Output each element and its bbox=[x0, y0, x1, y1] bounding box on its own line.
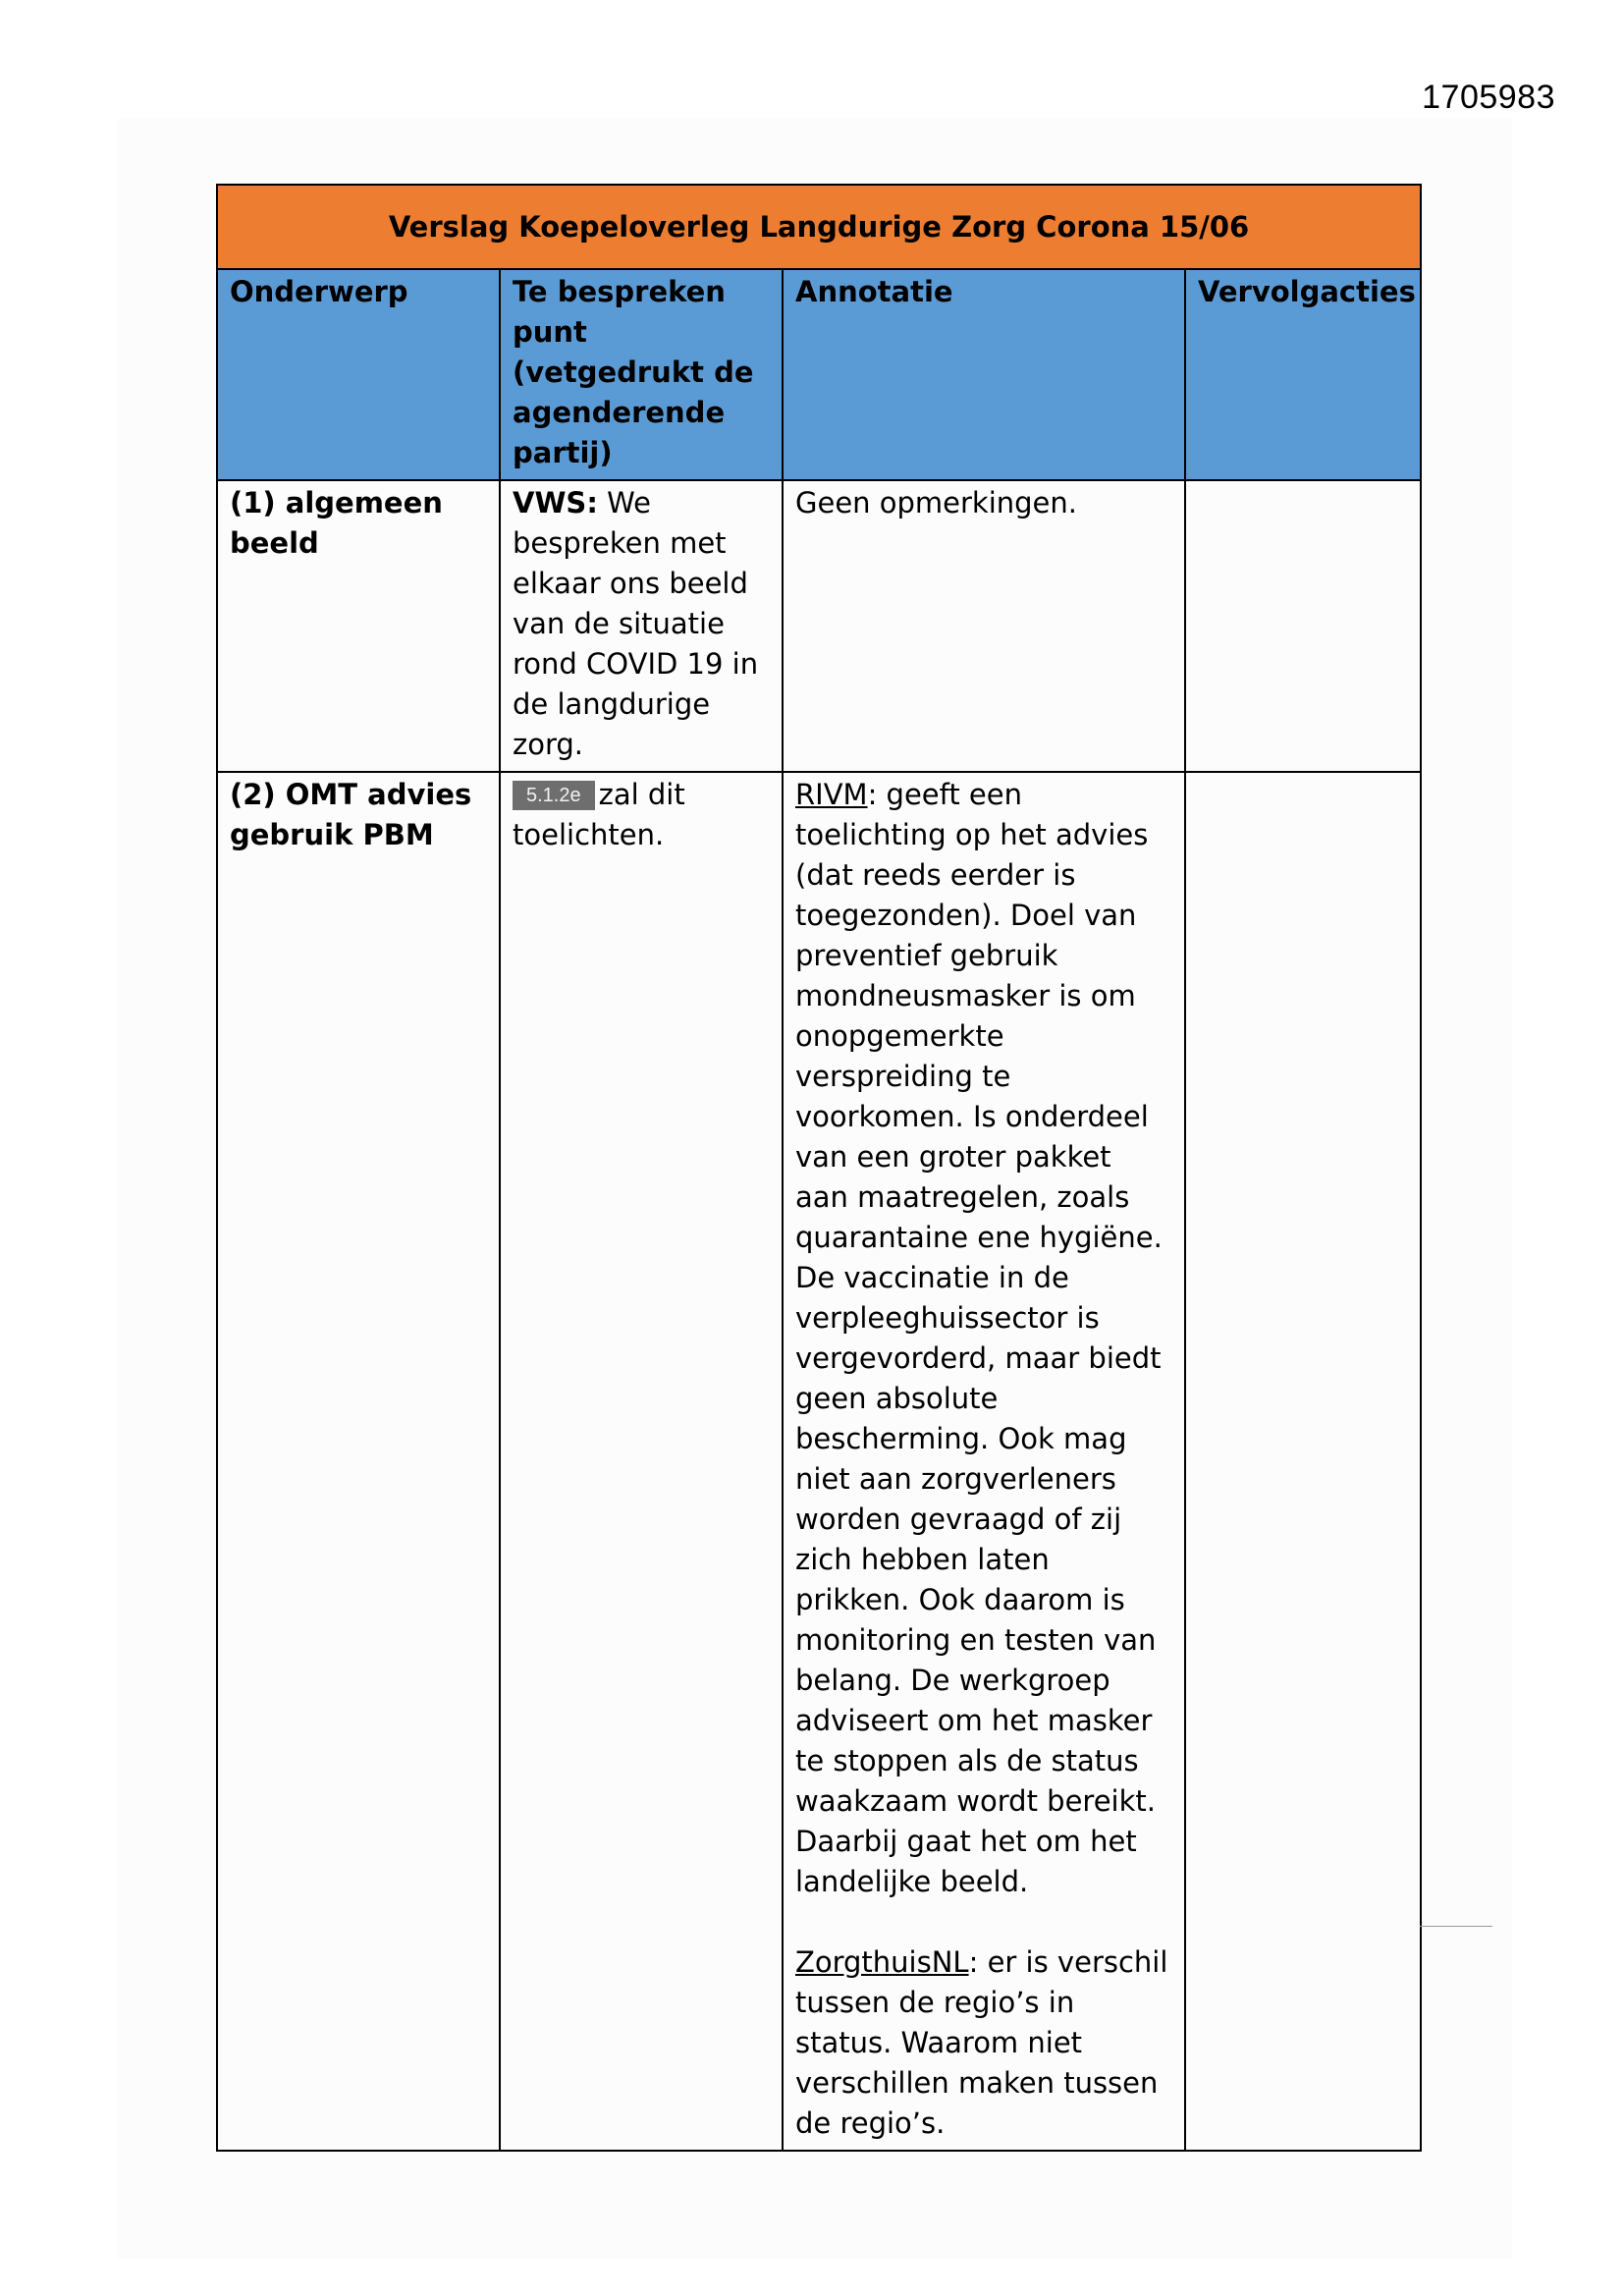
header-annotatie: Annotatie bbox=[783, 269, 1185, 480]
cell-annotatie bbox=[783, 772, 1185, 2151]
header-te-bespreken-punt: Te bespreken punt (vetgedrukt de agenderende partij) bbox=[500, 269, 783, 480]
cell-vervolgacties bbox=[1185, 480, 1421, 772]
cell-vervolgacties bbox=[1185, 772, 1421, 2151]
annotatie-text: : er is verschil tussen de regio’s in status. Waarom niet verschillen maken tussen de regio’s. bbox=[795, 1945, 1168, 2140]
annotatie-text: : geeft een toelichting op het advies (dat reeds eerder is toegezonden). Doel van preventief gebruik mondneusmasker is om onopgemerkte verspreiding te voorkomen. Is onderdeel van een groter pakket aan maatregelen, zoals quarantaine ene hygiëne. De vaccinatie in de verpleeghuissector is vergevorderd, maar biedt geen absolute bescherming. Ook mag niet aan zorgverleners worden gevraagd of zij zich hebben laten prikken. Ook daarom is monitoring en testen van belang. De werkgroep adviseert om het masker te stoppen als de status waakzaam wordt bereikt. Daarbij gaat het om het landelijke beeld. bbox=[795, 778, 1163, 1898]
header-onderwerp: Onderwerp bbox=[217, 269, 500, 480]
report-table bbox=[216, 184, 1422, 2152]
header-vervolgacties: Vervolgacties bbox=[1185, 269, 1421, 480]
cell-annotatie: Geen opmerkingen. bbox=[783, 480, 1185, 772]
header-row bbox=[217, 269, 1421, 480]
annotatie-paragraph bbox=[795, 1942, 1172, 2144]
paragraph-gap bbox=[795, 1902, 1172, 1942]
cell-onderwerp: (2) OMT advies gebruik PBM bbox=[217, 772, 500, 2151]
annotatie-party: RIVM bbox=[795, 778, 868, 811]
annotatie-party: ZorgthuisNL bbox=[795, 1945, 969, 1979]
table-row bbox=[217, 772, 1421, 2151]
cell-punt bbox=[500, 772, 783, 2151]
table-title: Verslag Koepeloverleg Langdurige Zorg Corona 15/06 bbox=[217, 185, 1421, 269]
table-row bbox=[217, 480, 1421, 772]
redaction-label: 5.1.2e bbox=[513, 781, 595, 810]
cell-onderwerp: (1) algemeen beeld bbox=[217, 480, 500, 772]
punt-text: zal dit toelichten. bbox=[513, 778, 685, 851]
annotatie-paragraph bbox=[795, 775, 1172, 1902]
table-edge-line bbox=[1420, 1926, 1492, 1927]
page-number: 1705983 bbox=[1422, 79, 1555, 116]
punt-text: We bespreken met elkaar ons beeld van de situatie rond COVID 19 in de langdurige zorg. bbox=[513, 486, 759, 761]
title-row bbox=[217, 185, 1421, 269]
agenda-party: VWS: bbox=[513, 486, 598, 519]
cell-punt bbox=[500, 480, 783, 772]
